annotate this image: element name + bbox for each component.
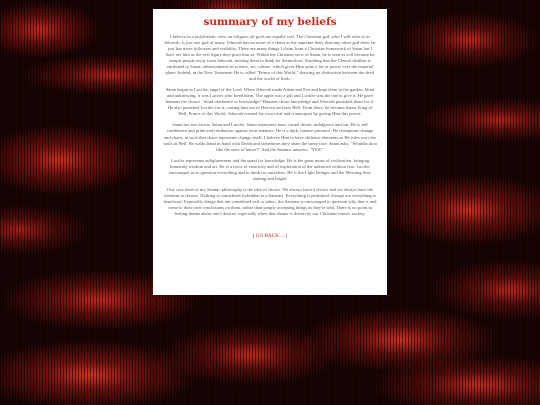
paragraph-lucifer-origin: Satan began as Lucifer, angel of the Lord. When Jehovah made Adam and Eve and kept them in the garden, blind and unknowing, it was Lucifer who freed them. The apple was a gift and Lucifer was the one to give it. He gave humans the choice - blind obedience or knowledge? Humans chose knowledge and Jehovah punished them for it. He also punished Lucifer for it, casting him out of Heaven and into Hell. From there, he became Satan, King of Hell, Prince of this World. Jehovah created his own rival and counterpart by giving Him this power. [165, 87, 375, 117]
paragraph-polytheism: I believe in a polytheistic view on religion; all gods are equally real. The Christian god, who I will refer to as Jehovah, is just one god of many. Jehovah has no more of a claim as the supreme deity than any other god does; he just has more followers and visibility. There are many things I claim from a Christian framework of Satan but I don't see him as the evil figure they posit him as. Within the Christian view of Satan, he is seen as evil because he tempts people away from Jehovah, inviting them to think for themselves. Anything that the Church dislikes is attributed to Satan, advancements in science, art, culture, which gives Him quite a lot of power over the material plane. Indeed, in the New Testament He is called "Prince of this World," drawing no distinction between the devil and the world of flesh. [164, 33, 376, 82]
paragraph-lucifer-enlightenment: Lucifer represents enlightenment and the quest for knowledge. He is the great muse of civilization, bringing humanity wisdom and art. He is a force of creativity and of exploration of the unknown without fear. Lucifer encourages us to question everything and to think for ourselves. He is the Light Bringer and the Morning Star, shining and bright. [168, 157, 372, 181]
go-back-link[interactable]: [ GO BACK ... ] [252, 233, 288, 240]
content-panel [153, 9, 387, 295]
paragraph-two-facets: Satan has two facets, Satan and Lucifer. Satan represents base, carnal desire, indulgence and sin. He is self confidence and pride and retribution against your enemies. He is a dark, intense presence. He champions change and chaos, in such that chaos represents change itself. I believe Him to have chthonic elements as He rules over the souls in Hell. He walks hand in hand with Death and sometimes they share the same face. Satan asks, "Wouldst thou like the taste of butter?" And the Satanist answers, "YES!" [163, 122, 377, 152]
page-title: summary of my beliefs [203, 16, 337, 28]
paragraph-choice: One core tenet of my Satanic philosophy is the idea of choice. We always have a choice and we always have the freedom to choose. Nothing is considered forbidden to a Satanist. Everything is permitted, though not everything is beneficial. Especially things that are considered evil or taboo, the Satanist is encouraged to question why that is and come to their own conclusions on them, rather than simply accepting things as they're told. There is no point in feeling shame about one's desires, especially when that shame is driven by our Christian-centric society. [163, 186, 377, 217]
